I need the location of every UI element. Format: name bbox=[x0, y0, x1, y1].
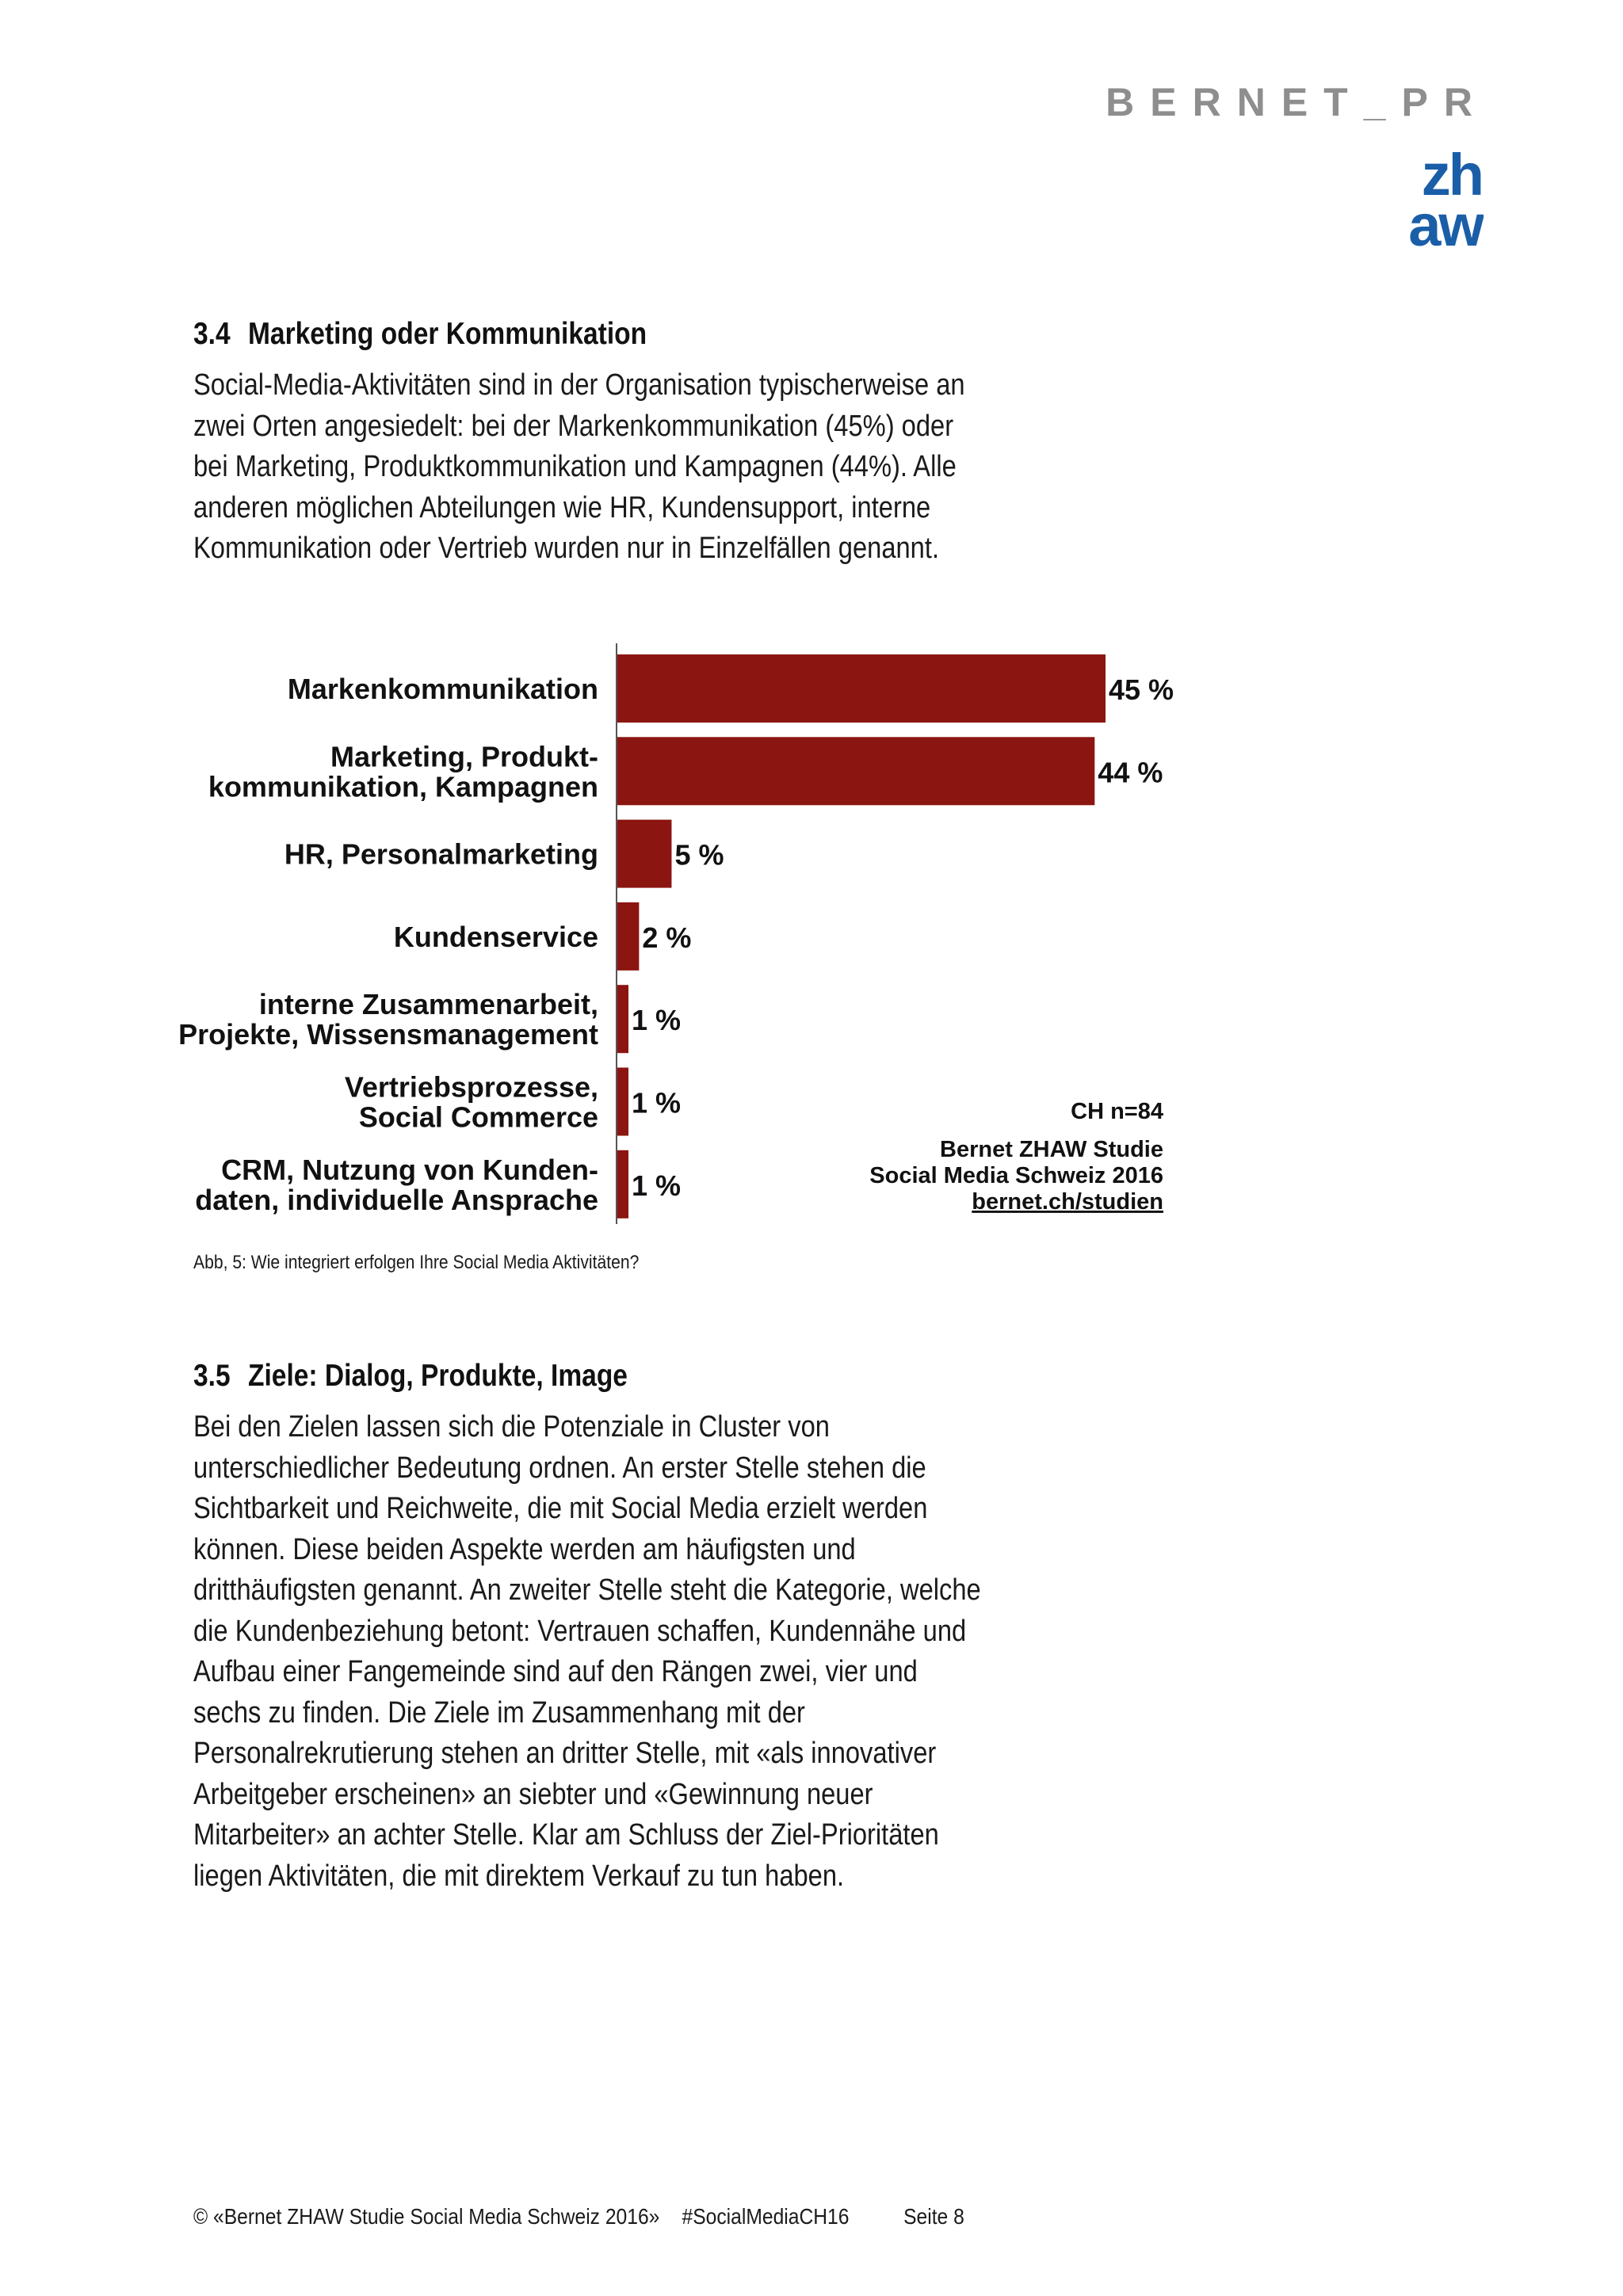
page-footer bbox=[193, 2204, 964, 2229]
chart-category-label: Markenkommunikation bbox=[287, 673, 598, 705]
chart-bar bbox=[617, 1150, 628, 1219]
chart-source-line: Bernet ZHAW Studie bbox=[940, 1137, 1163, 1162]
section-title: Ziele: Dialog, Produkte, Image bbox=[247, 1359, 628, 1393]
chart-value-label: 1 % bbox=[632, 1004, 682, 1037]
chart-value-label: 44 % bbox=[1098, 756, 1163, 789]
chart-source-link[interactable]: bernet.ch/studien bbox=[972, 1189, 1163, 1215]
zhaw-logo-top: zh bbox=[1421, 149, 1482, 208]
chart-value-label: 2 % bbox=[642, 921, 692, 954]
chart-value-label: 5 % bbox=[674, 838, 724, 871]
section-3-4-paragraph bbox=[193, 365, 984, 570]
chart-category-label: Vertriebsprozesse, bbox=[344, 1070, 598, 1104]
chart-category-label: daten, individuelle Ansprache bbox=[195, 1183, 598, 1216]
chart-category-label: kommunikation, Kampagnen bbox=[208, 770, 598, 803]
chart-source-line: Social Media Schweiz 2016 bbox=[869, 1163, 1163, 1188]
section-heading-3-4 bbox=[193, 317, 647, 352]
chart-category-label: interne Zusammenarbeit, bbox=[258, 988, 598, 1021]
chart-category-label: CRM, Nutzung von Kunden- bbox=[221, 1153, 598, 1186]
chart-bar bbox=[617, 1068, 628, 1136]
section-title: Marketing oder Kommunikation bbox=[247, 317, 647, 351]
section-number: 3.4 bbox=[193, 317, 231, 351]
chart-category-label: Projekte, Wissensmanagement bbox=[178, 1018, 598, 1051]
chart-value-label: 45 % bbox=[1109, 673, 1174, 706]
section-3-5-paragraph bbox=[193, 1407, 984, 1897]
chart-category-label: Marketing, Produkt- bbox=[330, 740, 598, 773]
chart-bar bbox=[617, 985, 628, 1053]
chart-bar bbox=[617, 820, 671, 888]
chart-category-label: Kundenservice bbox=[393, 920, 598, 953]
chart-category-label: HR, Personalmarketing bbox=[284, 837, 598, 871]
footer-hashtag: #SocialMediaCH16 bbox=[682, 2204, 850, 2229]
chart-value-label: 1 % bbox=[632, 1169, 682, 1202]
chart-category-label: Social Commerce bbox=[358, 1100, 598, 1134]
chart-bar bbox=[617, 902, 639, 971]
chart-sample-note: CH n=84 bbox=[1071, 1099, 1163, 1124]
bernet-pr-logo-text: BERNET_PR bbox=[1106, 80, 1488, 124]
section-3-5-body: Bei den Zielen lassen sich die Potenziale in Cluster von unterschiedlicher Bedeutung ordnen. An erster Stelle stehen die Sichtbarkeit und Reichweite, die mit Social Media erzielt werden können. Diese beiden Aspekte werden am häufigsten und dritthäufigsten genannt. An zweiter Stelle steht die Kategorie, welche die Kundenbeziehung betont: Vertrauen schaffen, Kundennähe und Aufbau einer Fangemeinde sind auf den Rängen zwei, vier und sechs zu finden. Die Ziele im Zusammenhang mit der Personalrekrutierung stehen an dritter Stelle, mit «als innovativer Arbeitgeber erscheinen» an siebter und «Gewinnung neuer Mitarbeiter» an achter Stelle. Klar am Schluss der Ziel-Prioritäten liegen Aktivitäten, die mit direktem Verkauf zu tun haben. bbox=[193, 1410, 981, 1893]
chart-value-label: 1 % bbox=[632, 1086, 682, 1119]
section-heading-3-5 bbox=[193, 1359, 628, 1394]
section-number: 3.5 bbox=[193, 1359, 231, 1393]
figure-caption: Abb, 5: Wie integriert erfolgen Ihre Social Media Aktivitäten? bbox=[193, 1252, 640, 1273]
footer-page-number: Seite 8 bbox=[903, 2204, 964, 2229]
zhaw-logo-bottom: aw bbox=[1408, 193, 1482, 252]
zhaw-logo bbox=[1381, 149, 1484, 252]
bernet-pr-logo bbox=[1106, 79, 1488, 125]
chart-bar bbox=[617, 654, 1106, 723]
chart-bar bbox=[617, 737, 1094, 805]
section-3-4-body: Social-Media-Aktivitäten sind in der Organisation typischerweise an zwei Orten angesiedelt: bei der Markenkommunikation (45%) oder bei Marketing, Produktkommunikation und Kampagnen (44%). Alle anderen möglichen Abteilungen wie HR, Kundensupport, interne Kommunikation oder Vertrieb wurden nur in Einzelfällen genannt. bbox=[193, 368, 965, 565]
footer-copyright: © «Bernet ZHAW Studie Social Media Schweiz 2016» bbox=[193, 2204, 660, 2229]
